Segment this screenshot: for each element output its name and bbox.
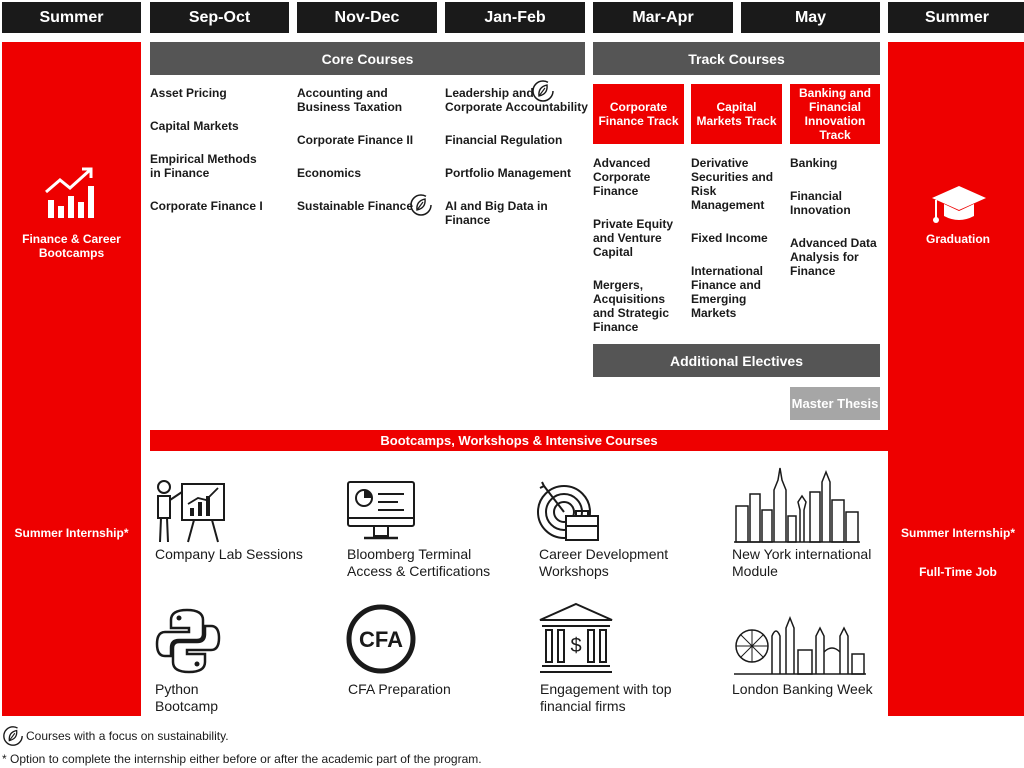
bootcamps-side-label: Finance & Career Bootcamps — [22, 232, 121, 260]
track-capital-markets: Capital Markets Track — [691, 84, 782, 144]
course-advanced-data-analysis: Advanced Data Analysis for Finance — [790, 236, 877, 278]
new-york-skyline-icon — [732, 466, 862, 544]
new-york-module-label: New York international Module — [732, 546, 872, 579]
track-courses-bar: Track Courses — [593, 42, 880, 75]
financial-firms-label: Engagement with top financial firms — [540, 681, 672, 714]
course-advanced-corporate-finance: Advanced Corporate Finance — [593, 156, 651, 198]
growth-chart-icon — [44, 166, 100, 220]
career-workshops-label: Career Development Workshops — [539, 546, 669, 579]
svg-text:$: $ — [570, 635, 582, 657]
london-week-label: London Banking Week — [732, 681, 873, 697]
header-summer-end: Summer — [888, 2, 1024, 33]
graduation-cap-icon — [930, 184, 988, 226]
course-asset-pricing: Asset Pricing — [150, 86, 227, 100]
course-leadership: Leadership and Corporate Accountability — [445, 86, 588, 114]
cfa-icon — [346, 604, 416, 674]
header-nov-dec: Nov-Dec — [297, 2, 437, 33]
course-financial-regulation: Financial Regulation — [445, 133, 563, 147]
course-fixed-income: Fixed Income — [691, 231, 768, 245]
target-briefcase-icon — [536, 480, 602, 544]
course-corporate-finance-2: Corporate Finance II — [297, 133, 414, 147]
header-may: May — [741, 2, 880, 33]
header-mar-apr: Mar-Apr — [593, 2, 733, 33]
bank-building-icon — [538, 602, 614, 676]
core-courses-bar: Core Courses — [150, 42, 585, 75]
bloomberg-label: Bloomberg Terminal Access & Certifications — [347, 546, 491, 579]
bootcamps-bar: Bootcamps, Workshops & Intensive Courses — [150, 430, 888, 451]
internship-footnote: * Option to complete the internship either before or after the academic part of the program. — [2, 752, 482, 766]
cfa-logo-text: CFA — [359, 627, 403, 652]
left-internship-label: Summer Internship* — [14, 526, 129, 540]
header-summer-start: Summer — [2, 2, 141, 33]
course-private-equity: Private Equity and Venture Capital — [593, 217, 674, 259]
company-lab-label: Company Lab Sessions — [155, 546, 303, 562]
python-bootcamp-label: Python Bootcamp — [155, 681, 219, 714]
london-skyline-icon — [732, 616, 868, 676]
graduation-label: Graduation — [925, 232, 990, 246]
course-derivative-securities: Derivative Securities and Risk Management — [691, 156, 774, 212]
course-corporate-finance-1: Corporate Finance I — [150, 199, 263, 213]
right-summer-column — [888, 42, 1024, 716]
course-ai-big-data: AI and Big Data in Finance — [445, 199, 548, 227]
additional-electives-bar: Additional Electives — [593, 344, 880, 377]
sustainability-leaf-icon — [531, 79, 555, 103]
course-accounting-taxation: Accounting and Business Taxation — [297, 86, 403, 114]
track-corporate-finance: Corporate Finance Track — [593, 84, 684, 144]
course-banking: Banking — [790, 156, 838, 170]
course-financial-innovation: Financial Innovation — [790, 189, 851, 217]
left-summer-column — [2, 42, 141, 716]
header-jan-feb: Jan-Feb — [445, 2, 585, 33]
python-icon — [153, 606, 223, 676]
presentation-icon — [154, 478, 228, 544]
course-portfolio-management: Portfolio Management — [445, 166, 572, 180]
course-sustainable-finance: Sustainable Finance — [297, 199, 414, 213]
course-economics: Economics — [297, 166, 362, 180]
course-international-finance: International Finance and Emerging Markets — [691, 264, 764, 320]
sustainability-leaf-icon — [2, 725, 24, 747]
track-banking-innovation: Banking and Financial Innovation Track — [790, 84, 880, 144]
header-sep-oct: Sep-Oct — [150, 2, 289, 33]
sustainability-footnote: Courses with a focus on sustainability. — [26, 729, 229, 743]
sustainability-leaf-icon — [409, 193, 433, 217]
full-time-job-label: Full-Time Job — [919, 565, 997, 579]
cfa-preparation-label: CFA Preparation — [348, 681, 451, 697]
course-mergers-acquisitions: Mergers, Acquisitions and Strategic Finance — [593, 278, 670, 334]
monitor-chart-icon — [346, 478, 416, 544]
course-capital-markets: Capital Markets — [150, 119, 239, 133]
course-empirical-methods: Empirical Methods in Finance — [150, 152, 257, 180]
master-thesis-bar: Master Thesis — [790, 387, 880, 420]
right-internship-label: Summer Internship* — [900, 526, 1016, 540]
